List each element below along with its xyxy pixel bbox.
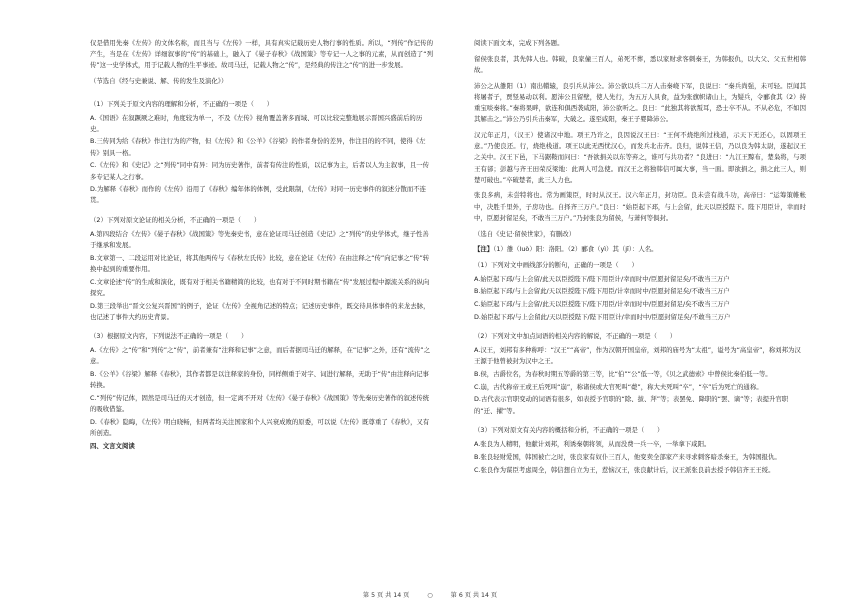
option-b: B.张良轻财爱国，韩国被亡之时，张良家有奴仆三百人，他变卖全部家产来寻求刺客暗杀秦王，为韩国报仇。 xyxy=(474,452,781,461)
reading-instruction: 阅读下面文本，完成下列各题。 xyxy=(474,39,564,47)
right-page-number: 第 6 页 共 14 页 xyxy=(450,592,498,599)
right-column xyxy=(474,38,806,586)
section-title: 四、文言文阅读 xyxy=(90,441,135,450)
footer-divider-icon: ○ xyxy=(427,592,433,599)
left-page-number: 第 5 页 共 14 页 xyxy=(362,592,410,599)
intro-paragraph: 仅是借用先秦《左传》的文体名称，而且当与《左传》一样，具有真实记载历史人物行事的性质。所以，“列传”作记传的产生，当是在《左传》详细叙事的“传”的基础上，融入了《晏子春秋》《战国策》等专记一人之事的元素，从而创造了“列传”这一史学体式，用于记载人物的生平事迹。故司马迁，记载人物之“传”，是经典的传注之“传”的进一步发展。 xyxy=(90,39,433,70)
source-note: （节选自《经与史兼说、解、传的发生及演化》） xyxy=(90,77,228,86)
left-column xyxy=(90,38,433,586)
annotation-note xyxy=(474,244,806,255)
option-b: B.侯，古爵位名，为春秋时期五等爵的第三等，比“伯”“公”低一等，《贝之武德索》中曾侯比秦伯低一等。 xyxy=(474,370,772,379)
note-label: 【注】 xyxy=(474,245,494,254)
passage-paragraph: 留侯张良者，其先韩人也。韩破，良家僮三百人，弟死不葬，悉以家财求客刺秦王，为韩报仇，以大父、父五世相韩故。 xyxy=(474,54,806,74)
question-block-3 xyxy=(90,331,433,439)
option-c: C.始臣起下邳/与上会留/此天以臣授陛下/陛下用臣/计幸而时中/臣愿封留足/矣不敢当三万户 xyxy=(474,300,730,309)
option-d: D.古代表示官职变动的词语有很多，如表授予官职的“除、拔、拜”等；表罢免、降职的“罢、谪”等；表提升官职的“迁、擢”等。 xyxy=(474,395,789,415)
question-stem: （1）下列对文中画线部分的断句，正确的一项是（ ） xyxy=(474,260,638,269)
passage-paragraph: 张良多病，未尝特将也。常为画策臣，时时从汉王。汉六年正月，封功臣。良未尝有战斗功，高帝曰：“运筹策帷帐中，决胜千里外，子房功也。自择齐三万户。”良曰：“始臣起下邳，与上会留，此天以臣授陛下。陛下用臣计，幸而时中，臣愿封留足矣，不敢当三万户。”乃封张良为留侯，与萧何等俱封。 xyxy=(474,191,806,222)
question-block-2 xyxy=(474,331,806,416)
note-text: （1）雒（luò）阳：洛阳。（2）郦食（yì）其（jī）：人名。 xyxy=(493,245,658,254)
question-stem: （3）下列对原文有关内容的概括和分析，不正确的一项是（ ） xyxy=(474,426,664,435)
option-a: A.始臣起下邳/与上会留/此天以臣授陛下/陛下用臣计/幸而时中/臣愿封留足矣/不敢当三万户 xyxy=(474,274,730,283)
question-stem: （2）下列对文中加点词语的相关内容的解说，不正确的一项是（ ） xyxy=(474,332,677,341)
option-d: D.为解释《春秋》而作的《左传》沿用了《春秋》编年体的体例，受此限制，《左传》对同一历史事件的叙述分散而不连贯。 xyxy=(90,185,427,205)
option-d: D.第三段举出“晋文公复兴晋国”的例子，论证《左传》全视角记述的特点；记述历史事件，既交待具体事件的来龙去脉，也记述了事件大约历史背景。 xyxy=(90,301,430,321)
option-c: C.“列传”传记体，固然是司马迁的天才创造，但一定离不开对《左传》《晏子春秋》《战国策》等先秦历史著作的叙述传统的吸收借鉴。 xyxy=(90,393,430,414)
option-a: A.张良为人精明，他献计刘邦，利诱秦朝将领，从而没费一兵一卒，一举拿下咸阳。 xyxy=(474,440,711,449)
option-b: B.始臣起下邳/与上会留此/天以臣授陛下/陛下用臣/计幸而时中/臣愿封留足矣/不敢当三万户 xyxy=(474,287,730,296)
option-d: D.《春秋》隐晦，《左传》明白晓畅，但两者均关注国家和个人兴衰成败的原委，可以说《左传》既尊重了《春秋》，又有所创造。 xyxy=(90,417,430,438)
passage-paragraph: 汉元年正月，（汉王）使诸汉中地。项王乃许之，良因说汉王曰：“王何不烧绝所过栈道，示天下无还心，以固项王意。”乃使良还。行，烧绝栈道。项王以此无西忧汉心，而发兵北击齐。良归，说韩王信，乃以良为韩太尉，遂起汉王之关中。汉王下邑，下马踞鞍而问曰：“吾欲捐关以东等弃之，谁可与共功者？”良进曰：“九江王黥布，楚枭将，与项王有郤；彭越与齐王田荣反梁地：此两人可急使。而汉王之将独韩信可属大事，当一面。即欲捐之，捐之此三人，则楚可破也。”卒破楚者，此三人力也。 xyxy=(474,130,806,184)
source-note: （选自《史记·留侯世家》，有删改） xyxy=(474,229,576,238)
page-footer xyxy=(0,590,860,599)
question-block-3 xyxy=(474,425,806,475)
question-stem: （1）下列关于原文内容的理解和分析，不正确的一项是（ ） xyxy=(90,99,274,108)
option-b: B.《公羊》《谷梁》解释《春秋》，其作者都是以注释家的身份，同样侧重于对字、词进行解释，无助于“传”由注释向记事转换。 xyxy=(90,370,429,390)
option-c: C.崩，古代称帝王或王后死叫“崩”，称诸侯或大官死叫“薨”，称大夫死叫“卒”，“卒”后为死亡的通称。 xyxy=(474,382,763,391)
question-stem: （3）根据原文内容，下列说法不正确的一项是（ ） xyxy=(90,332,248,341)
question-block-2 xyxy=(90,215,433,323)
option-a: A.第四段结合《左传》《晏子春秋》《战国策》等先秦史书，意在论证司马迁创造《史记》之“列传”的史学体式，继子性善于继承和发展。 xyxy=(90,229,429,250)
option-c: C.文章论述“传”的生成和演化，既有对于相关书籍精简的比较，也有对于不同时期书籍在“传”发展过程中源流关系的纵向探究。 xyxy=(90,277,430,297)
option-d: D.始臣起下邳/与上会留此/天以臣授陛下/陛下用臣计/幸而时中/臣愿封留足矣/不敢当三万户 xyxy=(474,312,731,321)
option-a: A.《左传》之“传”和“列传”之“传”，前者兼有“注释和记事”之意，而后者据司马迁的解释，在“记事”之外，还有“流传”之意。 xyxy=(90,346,430,366)
option-a: A.《国语》在叙蹶厥之难时，角度较为单一，不及《左传》视角覆盖著多面域、可以比较完整地展示晋国兴盛前后的历史。 xyxy=(90,113,423,133)
option-c: C.《左传》和《史记》之“列传”同中有异：同为历史著作，前者有传注的性质，以记事为主，后者以人为主叙事，且一传多专记某人之行事。 xyxy=(90,161,430,181)
option-c: C.张良作为谋臣考虑周全，韩信想自立为王，惹恼汉王，张良献计后，汉王派张良前去授予韩信齐王王绶。 xyxy=(474,465,775,474)
passage-paragraph: 沛公之从雒阳（1）南出轘辕，良引兵从沛公。沛公欲以兵二万人击秦峣下军，良说曰：“秦兵尚强，未可轻。臣闻其将屠者子，贾竖易动以利。愿沛公且留壁，使人先行，为五万人具食，益为张旗帜诸山上，为疑兵，令郦食其（2）持重宝啖秦将。”秦将果畔，欲连和俱西袭咸阳，沛公欲听之。良曰：“此独其将欲叛耳，恐士卒不从。不从必危，不如因其解击之。”沛公乃引兵击秦军，大破之。遂至咸阳，秦王子婴降沛公。 xyxy=(474,81,806,124)
option-a: A.汉王，刘邦有多种称呼：“汉王”“高帝”，作为汉朝开国皇帝，刘邦的庙号为“太祖”，谥号为“高皇帝”，称刘邦为汉王源于他曾被封为汉中之王。 xyxy=(474,346,801,366)
option-b: B.三传同为给《春秋》作注行为的产物，但《左传》和《公羊》《谷梁》的作者身份的差异，作注目的的不同，使得《左传》别具一格。 xyxy=(90,137,426,157)
option-b: B.文章第一、二段运用对比论证，将其他两传与《春秋左氏传》比较，意在论证《左传》在由注释之“传”向记事之“传”转换中起到的重要作用。 xyxy=(90,253,430,273)
question-block-1 xyxy=(90,99,433,207)
question-block-1 xyxy=(474,260,806,323)
question-stem: （2）下列对原文论证的相关分析，不正确的一项是（ ） xyxy=(90,216,261,225)
